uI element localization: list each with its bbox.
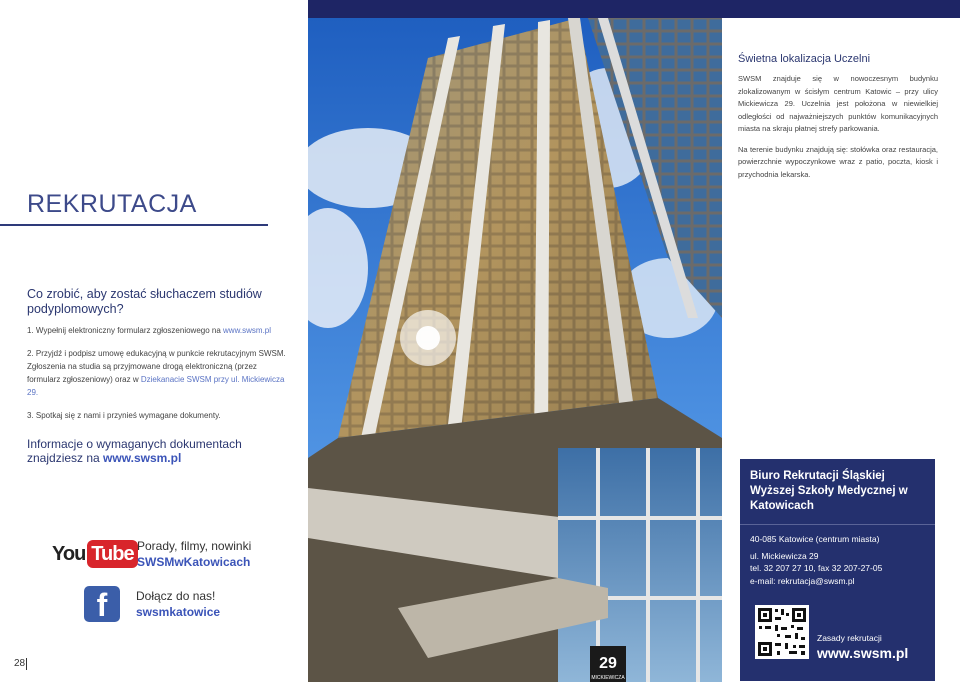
qr-code-icon: [755, 605, 809, 659]
page-number-divider: [26, 658, 27, 670]
address-phone: tel. 32 207 27 10, fax 32 207-27-05: [750, 563, 883, 573]
step-1: [27, 324, 289, 337]
address-street: ul. Mickiewicza 29: [750, 550, 819, 561]
step-2-link[interactable]: Dziekanacie SWSM przy ul. Mickiewicza 29.: [27, 375, 285, 397]
address-email[interactable]: e-mail: rekrutacja@swsm.pl: [750, 575, 855, 586]
office-title: Biuro Rekrutacji Śląskiej Wyższej Szkoły Medycznej w Katowicach: [750, 470, 908, 512]
office-divider: [740, 524, 935, 525]
title-underline: [0, 224, 268, 226]
facebook-page-link[interactable]: swsmkatowice: [136, 605, 221, 619]
office-address: [750, 533, 925, 587]
facebook-row[interactable]: [52, 586, 220, 622]
location-paragraph-1: SWSM znajduje się w nowoczesnym budynku zlokalizowanym w ścisłym centrum Katowic – przy ulicy Mickiewicza 29. Uczelnia jest położona w niewielkiej odległości od najważniejszych punktów komunikacyjnych miasta na skraju płatnej strefy parkowania.: [738, 74, 938, 133]
location-title: Świetna lokalizacja Uczelni: [738, 53, 871, 65]
qr-code[interactable]: [755, 605, 809, 659]
youtube-logo-you: You: [52, 542, 86, 565]
website-link[interactable]: www.swsm.pl: [817, 645, 909, 661]
step-1-text: 1. Wypełnij elektroniczny formularz zgłoszeniowego na: [27, 326, 224, 335]
facebook-caption: Dołącz do nas!: [136, 589, 216, 603]
building-photo: [308, 18, 722, 682]
location-paragraph-2: Na terenie budynku znajdują się: stołówka oraz restauracja, powierzchnie wypoczynkowe wraz z patio, poczta, kiosk i przychodnia lekarska.: [738, 144, 938, 179]
facebook-icon[interactable]: f: [84, 586, 120, 622]
street-sign-street: MICKIEWICZA: [591, 675, 625, 681]
documents-info-link[interactable]: www.swsm.pl: [103, 451, 182, 465]
page-number: 28: [14, 658, 26, 669]
facebook-text: [136, 589, 220, 619]
top-banner: [308, 0, 960, 18]
step-3: 3. Spotkaj się z nami i przynieś wymagane dokumenty.: [27, 411, 221, 420]
page-title: REKRUTACJA: [27, 190, 197, 218]
recruitment-office-box: [740, 459, 935, 681]
step-2: [27, 347, 289, 399]
youtube-logo-tube: Tube: [87, 540, 137, 568]
documents-info-text: Informacje o wymaganych dokumentach znajdziesz na: [27, 437, 242, 465]
recruitment-question: Co zrobić, aby zostać słuchaczem studiów podyplomowych?: [27, 287, 262, 316]
rules-label: Zasady rekrutacji: [817, 633, 882, 643]
building-illustration: [308, 18, 722, 682]
step-1-link[interactable]: www.swsm.pl: [223, 326, 272, 335]
recruitment-steps: [27, 324, 289, 432]
address-city: 40-085 Katowice (centrum miasta): [750, 534, 880, 544]
street-sign-number: 29: [599, 655, 617, 672]
documents-info: [27, 437, 287, 465]
youtube-text: [137, 539, 251, 569]
left-page: [0, 0, 308, 682]
youtube-channel-link[interactable]: SWSMwKatowicach: [137, 555, 251, 569]
youtube-logo[interactable]: [52, 538, 134, 570]
youtube-caption: Porady, filmy, nowinki: [137, 539, 252, 553]
location-section: [738, 53, 938, 189]
youtube-row[interactable]: [52, 538, 251, 570]
step-2-text: 2. Przyjdź i podpisz umowę edukacyjną w punkcie rekrutacyjnym SWSM. Zgłoszenia na studia są przyjmowane drogą elektroniczną (przez formularz zgłoszeniowy) oraz w: [27, 349, 286, 384]
